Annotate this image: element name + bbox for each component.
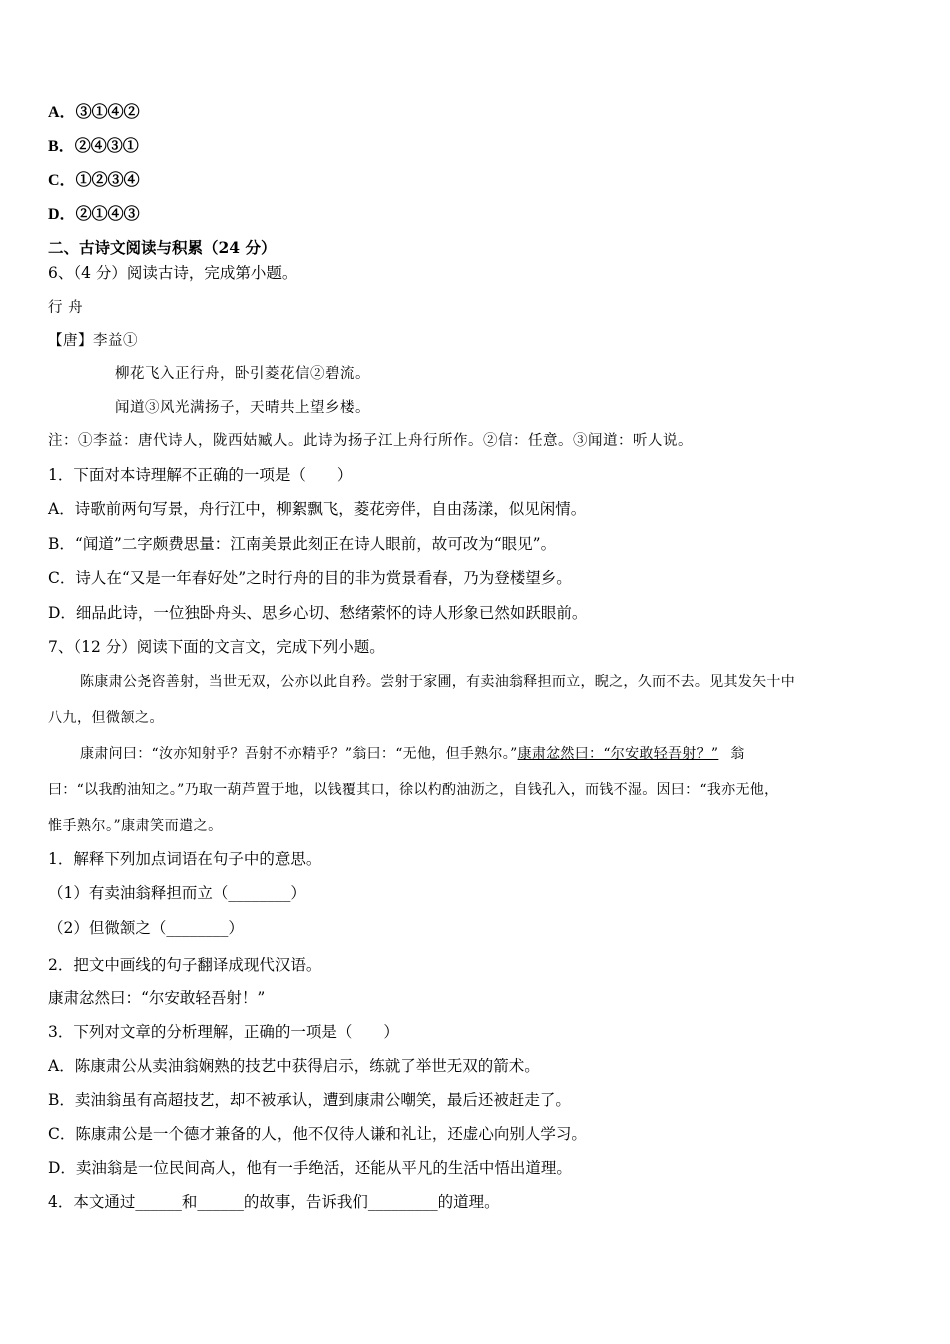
q7-sub3-option-a: A．陈康肃公从卖油翁娴熟的技艺中获得启示，练就了举世无双的箭术。 xyxy=(48,1057,540,1075)
q6-sub1-option-d: D．细品此诗，一位独卧舟头、思乡心切、愁绪萦怀的诗人形象已然如跃眼前。 xyxy=(48,604,588,622)
passage-para2-line2: 曰：“以我酌油知之。”乃取一葫芦置于地，以钱覆其口，徐以杓酌油沥之，自钱孔入，而钱不湿。因曰：“我亦无他， xyxy=(48,782,779,798)
passage-text: 康肃问曰：“汝亦知射乎？吾射不亦精乎？”翁曰：“无他，但手熟尔。” xyxy=(80,746,518,762)
q6-stem: 6、（4 分）阅读古诗，完成第小题。 xyxy=(48,264,298,282)
option-text: ③①④② xyxy=(75,104,140,121)
q7-sub3-option-c: C．陈康肃公是一个德才兼备的人，他不仅待人谦和礼让，还虚心向别人学习。 xyxy=(48,1125,587,1143)
option-label: C． xyxy=(48,172,76,189)
q6-sub1-stem: 1．下面对本诗理解不正确的一项是（ ） xyxy=(48,466,353,484)
q5-option-d xyxy=(48,205,140,225)
passage-para2-line1 xyxy=(80,744,745,764)
poem-title: 行 舟 xyxy=(48,300,84,316)
q6-sub1-option-c: C．诗人在“又是一年春好处”之时行舟的目的非为赏景看春，乃为登楼望乡。 xyxy=(48,569,572,587)
poem-note: 注：①李益：唐代诗人，陇西姑臧人。此诗为扬子江上舟行所作。②信：任意。③闻道：听人说。 xyxy=(48,433,693,449)
option-text: ②④③① xyxy=(74,138,139,155)
option-text: ②①④③ xyxy=(75,206,140,223)
poem-line-1: 柳花飞入正行舟，卧引菱花信②碧流。 xyxy=(115,366,370,382)
q7-sub1-item2: （2）但微颔之（________） xyxy=(48,919,244,937)
q7-sub4-stem: 4．本文通过______和______的故事，告诉我们_________的道理。 xyxy=(48,1193,500,1211)
q7-stem: 7、（12 分）阅读下面的文言文，完成下列小题。 xyxy=(48,638,385,656)
passage-para2-line3: 惟手熟尔。”康肃笑而遣之。 xyxy=(48,818,223,834)
q5-option-c xyxy=(48,171,140,191)
section-heading: 二、古诗文阅读与积累（24 分） xyxy=(48,238,277,257)
poem-line-2: 闻道③风光满扬子，天晴共上望乡楼。 xyxy=(115,400,370,416)
q7-sub1-stem: 1．解释下列加点词语在句子中的意思。 xyxy=(48,850,322,868)
q7-sub2-stem: 2．把文中画线的句子翻译成现代汉语。 xyxy=(48,956,322,974)
option-label: B． xyxy=(48,138,75,155)
option-label: D． xyxy=(48,206,76,223)
q7-sub3-option-d: D．卖油翁是一位民间高人，他有一手绝活，还能从平凡的生活中悟出道理。 xyxy=(48,1159,572,1177)
q7-sub3-option-b: B．卖油翁虽有高超技艺，却不被承认，遭到康肃公嘲笑，最后还被赶走了。 xyxy=(48,1091,571,1109)
passage-para1-line1: 陈康肃公尧咨善射，当世无双，公亦以此自矜。尝射于家圃，有卖油翁释担而立，睨之，久而不去。见其发矢十中 xyxy=(80,674,795,690)
q5-option-a xyxy=(48,103,140,123)
passage-text: 翁 xyxy=(730,746,745,762)
q6-sub1-option-b: B．“闻道”二字颇费思量：江南美景此刻正在诗人眼前，故可改为“眼见”。 xyxy=(48,535,557,553)
q7-sub1-item1: （1）有卖油翁释担而立（________） xyxy=(48,884,306,902)
q6-sub1-option-a: A．诗歌前两句写景，舟行江中，柳絮飘飞，菱花旁伴，自由荡漾，似见闲情。 xyxy=(48,500,587,518)
q7-sub3-stem: 3．下列对文章的分析理解，正确的一项是（ ） xyxy=(48,1023,399,1041)
poem-author: 【唐】李益① xyxy=(48,333,138,349)
q5-option-b xyxy=(48,137,139,157)
q7-sub2-sentence: 康肃忿然曰：“尔安敢轻吾射！” xyxy=(48,989,266,1007)
underlined-sentence: 康肃忿然曰：“尔安敢轻吾射？” xyxy=(517,746,719,762)
passage-para1-line2: 八九，但微颔之。 xyxy=(48,710,164,726)
option-text: ①②③④ xyxy=(75,172,140,189)
option-label: A． xyxy=(48,104,76,121)
